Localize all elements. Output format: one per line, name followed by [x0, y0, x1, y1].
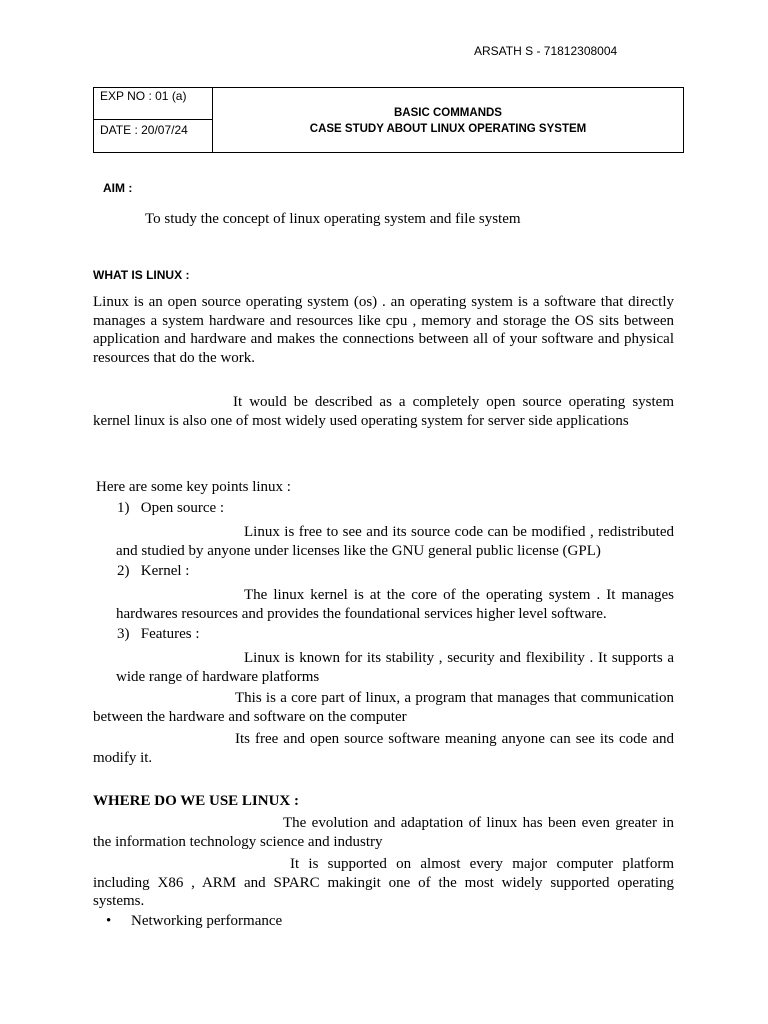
where-use-paragraph-2-text: It is supported on almost every major computer platform including X86 , ARM and SPARC makingit one of the most widely supported operating systems. — [93, 856, 674, 909]
list-item-title: Open source : — [140, 500, 225, 516]
list-item — [117, 500, 224, 517]
key-points-intro: Here are some key points linux : — [96, 479, 291, 495]
experiment-title-line1: BASIC COMMANDS — [394, 107, 502, 119]
open-source-paragraph — [93, 730, 674, 767]
list-item-title: Features : — [140, 626, 200, 642]
experiment-meta-column — [94, 88, 213, 152]
what-is-linux-heading: WHAT IS LINUX : — [93, 268, 190, 282]
kernel-paragraph-text: This is a core part of linux, a program that manages that communication between the hardware and software on the computer — [93, 690, 674, 725]
aim-text: To study the concept of linux operating system and file system — [145, 211, 521, 227]
list-item-description-text: Linux is known for its stability , security and flexibility . It supports a wide range of hardware platforms — [116, 650, 674, 685]
experiment-title — [212, 105, 684, 137]
list-item — [117, 626, 199, 643]
list-item — [117, 563, 189, 580]
aim-heading: AIM : — [103, 181, 133, 195]
where-use-paragraph-1-text: The evolution and adaptation of linux has been even greater in the information technology science and industry — [93, 815, 674, 850]
author-header: ARSATH S - 71812308004 — [474, 44, 618, 58]
what-is-linux-paragraph-2-text: It would be described as a completely open source operating system kernel linux is also one of most widely used operating system for server side applications — [93, 394, 674, 429]
bullet-item: Networking performance — [131, 913, 283, 929]
exp-no-cell — [94, 88, 212, 120]
what-is-linux-paragraph-2 — [93, 393, 674, 430]
what-is-linux-paragraph-1: Linux is an open source operating system (os) . an operating system is a software that directly manages a system hardware and resources like cpu , memory and storage the OS sits between application and hardware and makes the connections between all of your software and physical resources that do the work. — [93, 294, 674, 366]
list-item-title: Kernel : — [140, 563, 190, 579]
where-use-paragraph-1 — [93, 814, 674, 851]
where-use-linux-heading: WHERE DO WE USE LINUX : — [93, 793, 300, 809]
exp-date: DATE : 20/07/24 — [100, 123, 188, 137]
exp-no: EXP NO : 01 (a) — [100, 89, 187, 103]
kernel-paragraph — [93, 689, 674, 726]
list-item-description — [116, 523, 674, 560]
where-use-paragraph-2 — [93, 855, 674, 911]
list-item-description — [116, 649, 674, 686]
list-item-number: 3) — [117, 626, 130, 642]
experiment-title-line2: CASE STUDY ABOUT LINUX OPERATING SYSTEM — [309, 123, 587, 135]
list-item-number: 1) — [117, 500, 130, 516]
experiment-header-table — [93, 87, 684, 153]
open-source-paragraph-text: Its free and open source software meaning anyone can see its code and modify it. — [93, 731, 674, 766]
list-item-description-text: The linux kernel is at the core of the operating system . It manages hardwares resources and provides the foundational services higher level software. — [116, 587, 674, 622]
list-item-description-text: Linux is free to see and its source code can be modified , redistributed and studied by anyone under licenses like the GNU general public license (GPL) — [116, 524, 674, 559]
bullet-icon: • — [106, 913, 112, 929]
list-item-number: 2) — [117, 563, 130, 579]
list-item-description — [116, 586, 674, 623]
